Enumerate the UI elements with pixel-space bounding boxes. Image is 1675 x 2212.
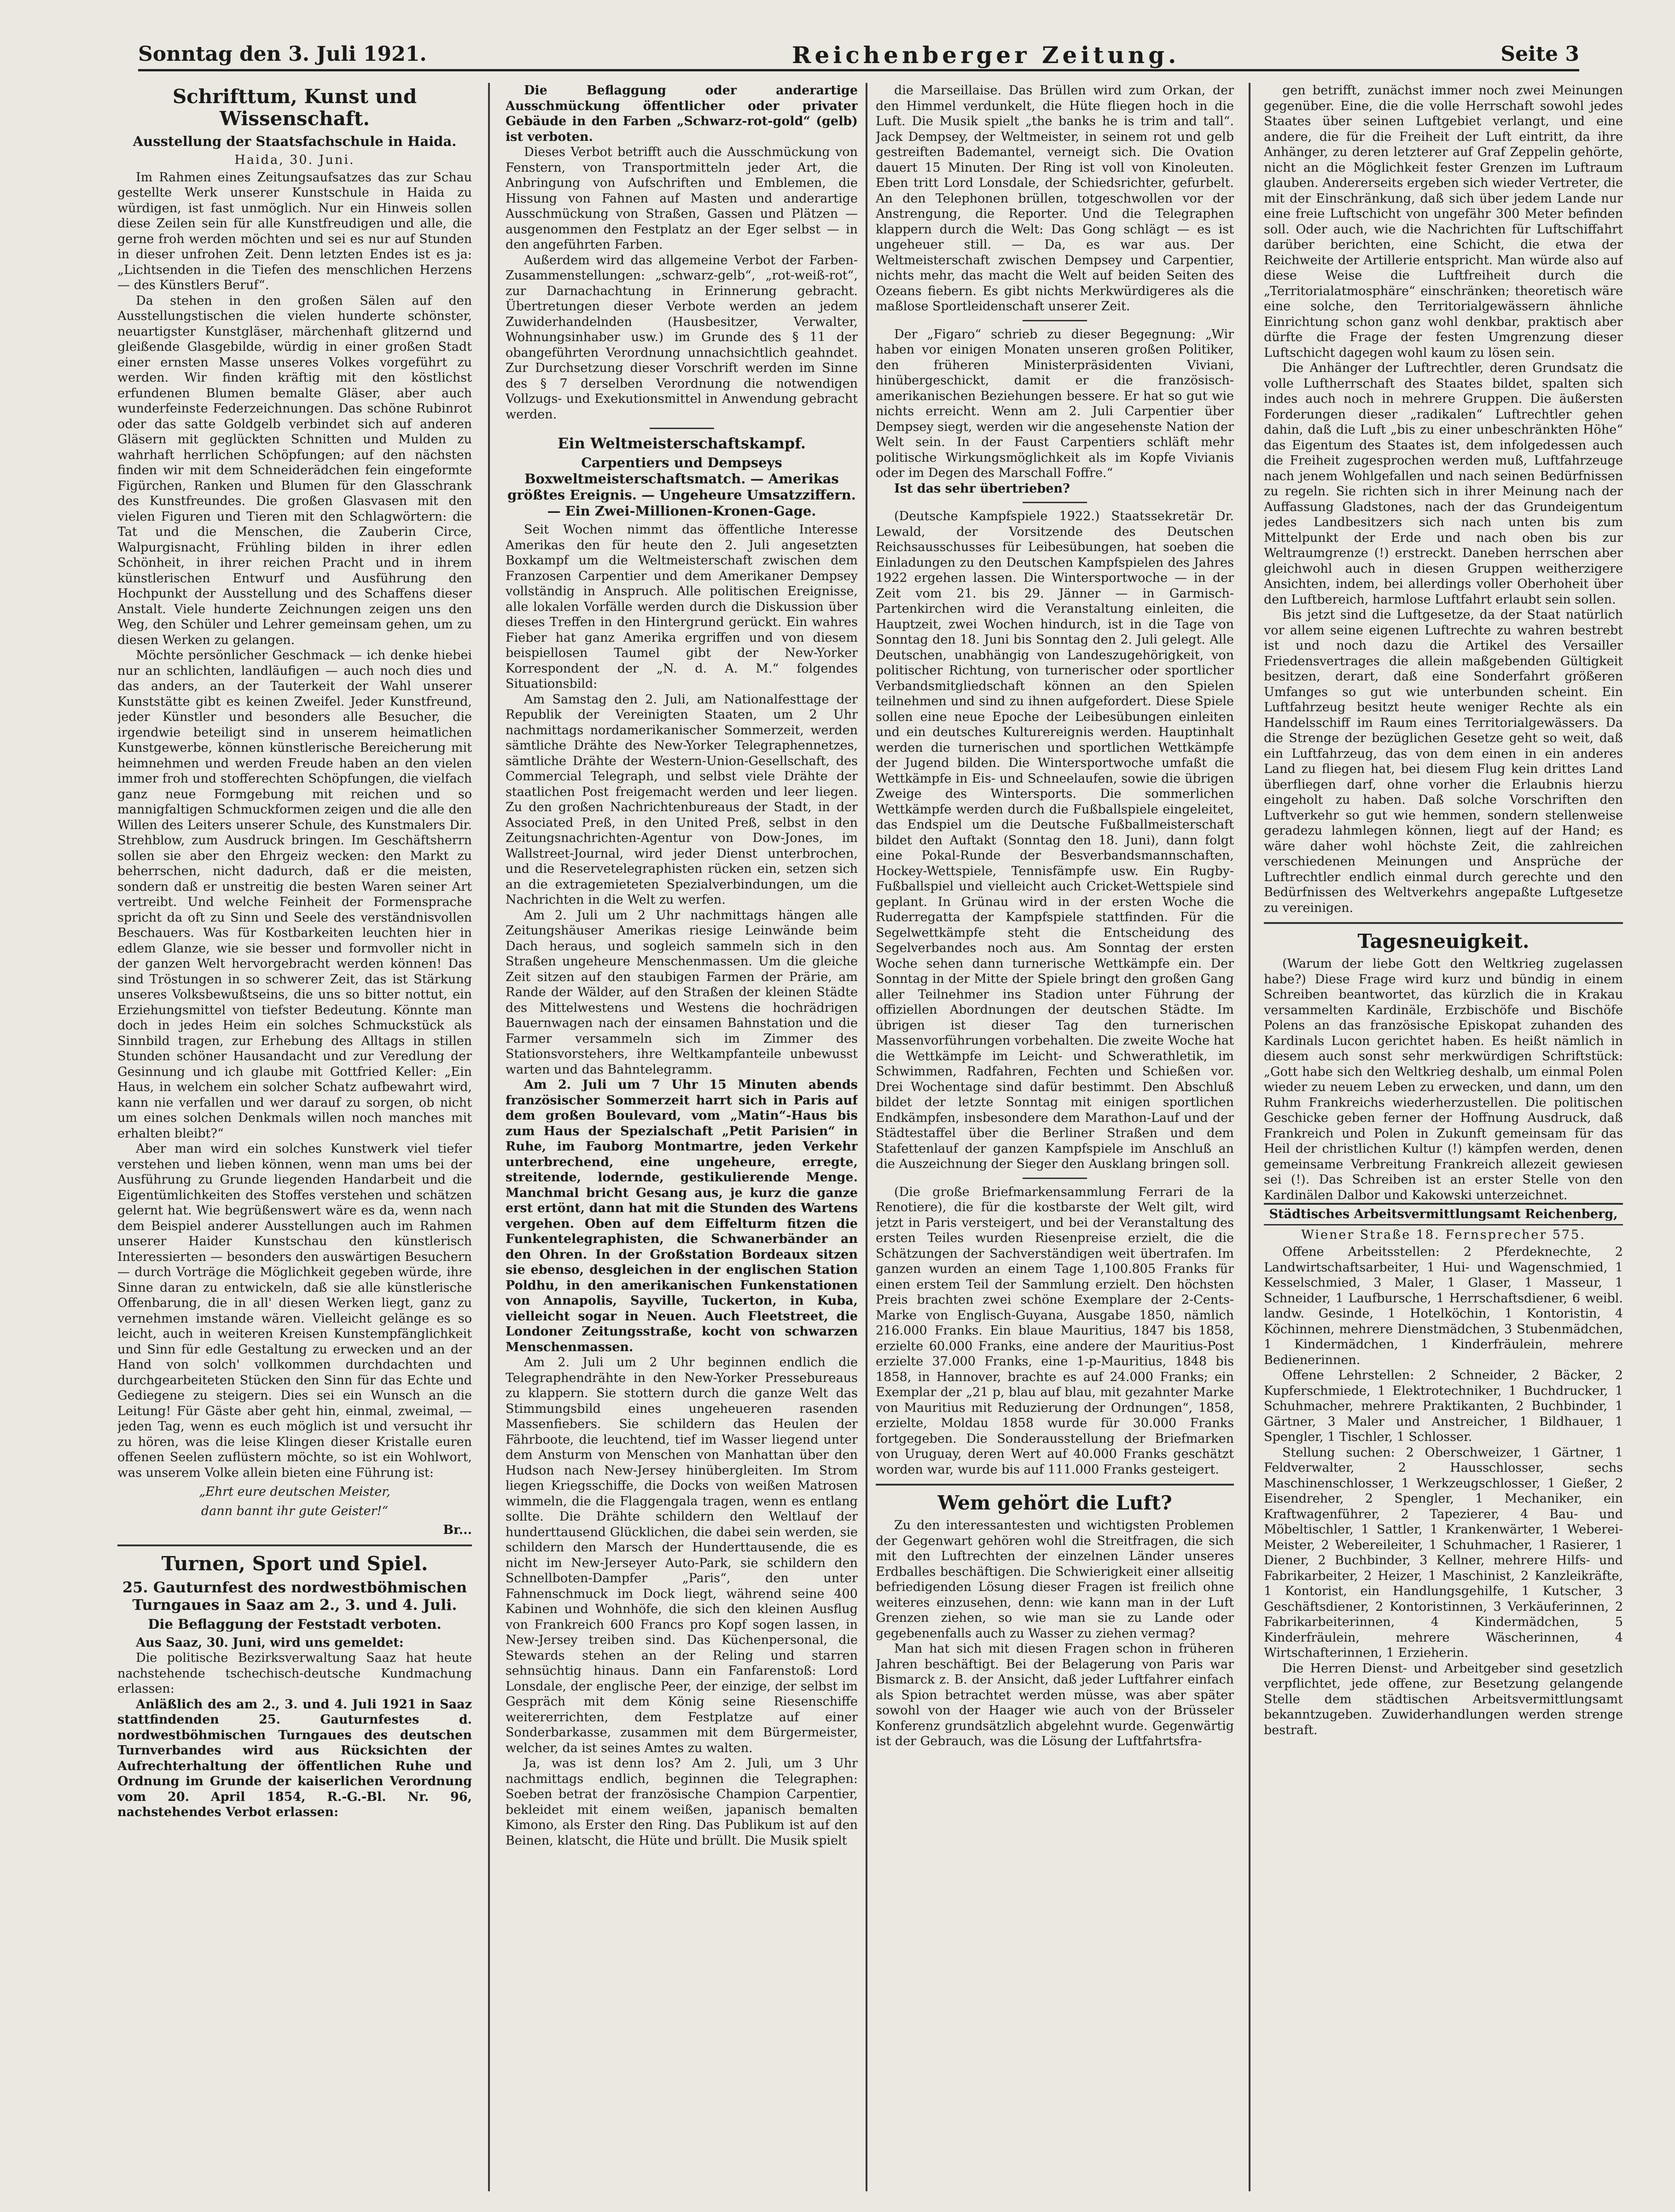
article-title: Ausstellung der Staatsfachschule in Haida. bbox=[133, 134, 457, 149]
paragraph: Der „Figaro“ schrieb zu dieser Begegnung: „Wir haben vor einigen Monaten unseren großen Politiker, den früheren Ministerpräsidenten Viviani, hinübergeschickt, damit er die französisch-amerikanischen Beziehungen bessere. Er hat so gut wie nichts erreicht. Wenn am 2. Juli Carpentier über Dempsey siegt, werden wir die angesehenste Nation der Welt sein. In der Faust Carpentiers schläft mehr politische Wirkungsmöglichkeit als im Kopfe Vivianis oder im Degen des Marschall Foffre.“ bbox=[876, 327, 1234, 480]
column-rule bbox=[1249, 83, 1250, 2191]
page-number: Seite 3 bbox=[1501, 42, 1579, 66]
dateline: Aus Saaz, 30. Juni, wird uns gemeldet: bbox=[136, 1635, 404, 1650]
paragraph: Die Beflaggung oder anderartige Ausschmückung öffentlicher oder privater Gebäude in den Farben „Schwarz-rot-gold“ (gelb) ist verboten. bbox=[506, 83, 858, 144]
author-signature: Br... bbox=[443, 1523, 472, 1537]
paragraph: Da stehen in den großen Sälen auf den Ausstellungstischen die vielen hunderte schönster, neuartigster Kunstgläser, märchenhaft glitzernd und gleißende Glasgebilde, würdig in einer großen Stadt einer ernsten Masse unseres Volkes vorgeführt zu werden. Wir finden kräftig mit den köstlichst erfundenen Blumen bemalte Gläser, aber auch wunderfeinste Federzeichnungen. Das schöne Rubinrot oder das satte Goldgelb verbindet sich auf anderen Gläsern mit geglückten Schnitten und Mulden zu wahrhaft herrlichen Schöpfungen; auf den nächsten finden wir mit dem Schneiderädchen fein eingeformte Figürchen, Ranken und Blumen für den Glasschrank des Kunstfreundes. Die großen Glasvasen mit den vielen Figuren und Tieren mit den Schlagwörtern: die Tat und die Menschen, die Zauberin Circe, Walpurgisnacht, Frühling bilden in ihrer edlen Schönheit, in ihrer reichen Pracht und in ihrem künstlerischen Entwurf und Ausführung den Hochpunkt der Ausstellung und des Schaffens dieser Anstalt. Viele hunderte Zeichnungen zeigen uns den Weg, den Schüler und Lehrer gemeinsam gehen, um zu diesen Werken zu gelangen. bbox=[117, 293, 472, 647]
paragraph: Ist das sehr übertrieben? bbox=[894, 481, 1070, 496]
paragraph: Seit Wochen nimmt das öffentliche Interesse Amerikas den für heute den 2. Juli angesetzten Boxkampf um die Weltmeisterschaft zwischen dem Franzosen Carpentier und dem Amerikaner Dempsey vollständig in Anspruch. Alle politischen Ereignisse, alle lokalen Vorfälle werden durch die Diskussion über dieses Treffen in den Hintergrund gerückt. Ein wahres Fieber hat ganz Amerika ergriffen und von diesem beispiellosen Taumel gibt der New-Yorker Korrespondent der „N. d. A. M.“ folgendes Situationsbild: bbox=[506, 523, 858, 691]
paragraph: Offene Lehrstellen: 2 Schneider, 2 Bäcker, 2 Kupferschmiede, 1 Elektrotechniker, 1 Buchdrucker, 1 Schuhmacher, mehrere Praktikanten, 2 Buchbinder, 1 Gärtner, 3 Maler und Anstreicher, 1 Bildhauer, 1 Spengler, 1 Tischler, 1 Schlosser. bbox=[1264, 1368, 1623, 1444]
issue-date: Sonntag den 3. Juli 1921. bbox=[138, 42, 427, 66]
paragraph: Stellung suchen: 2 Oberschweizer, 1 Gärtner, 1 Feldverwalter, 2 Hausschlosser, sechs Maschinenschlosser, 1 Werkzeugschlosser, 1 Gießer, 2 Eisendreher, 2 Spengler, 1 Mechaniker, ein Kraftwagenführer, 2 Tapezierer, 4 Bau- und Möbeltischler, 1 Sattler, 1 Krankenwärter, 1 Weberei-Meister, 2 Webereileiter, 1 Schuhmacher, 1 Rasierer, 1 Diener, 2 Buchbinder, 3 Kellner, mehrere Hilfs- und Fabrikarbeiter, 2 Heizer, 1 Maschinist, 2 Kanzleikräfte, 1 Kontorist, ein Handlungsgehilfe, 1 Kutscher, 3 Geschäftsdiener, 2 Kontoristinnen, 3 Verkäuferinnen, 2 Fabrikarbeiterinnen, 4 Kindermädchen, 5 Kinderfräulein, mehrere Wäscherinnen, 4 Wirtschafterinnen, 1 Erzieherin. bbox=[1264, 1445, 1623, 1660]
paragraph: (Deutsche Kampfspiele 1922.) Staatssekretär Dr. Lewald, der Vorsitzende des Deutschen Reichsausschusses für Leibesübungen, hat soeben die Einladungen zu den Deutschen Kampfspielen des Jahres 1922 ergehen lassen. Die Wintersportwoche — in der Zeit vom 21. bis 29. Jänner — in Garmisch-Partenkirchen wird die Veranstaltung einleiten, die Hauptzeit, zwei Wochen hindurch, ist in die Tage von Sonntag den 18. Juni bis Sonntag den 2. Juli gelegt. Alle Deutschen, unabhängig von Landeszugehörigkeit, von politischer Richtung, von turnerischer oder sportlicher Verbandsmitgliedschaft können an den Spielen teilnehmen und sind zu ihnen aufgefordert. Diese Spiele sollen eine neue Epoche der Leibesübungen einleiten und ein deutsches Kulturereignis werden. Hauptinhalt werden die turnerischen und sportlichen Wettkämpfe der Jugend bilden. Die Wintersportwoche umfaßt die Wettkämpfe in Eis- und Schneelaufen, sowie die übrigen Zweige des Wintersports. Die sommerlichen Wettkämpfe werden durch die Fußballspiele eingeleitet, das Endspiel um die Deutsche Fußballmeisterschaft bildet den Auftakt (Sonntag den 18. Juni), dann folgt eine Pokal-Runde der Besverbandsmannschaften, Hockey-Wettspiele, Tennisfämpfe usw. Ein Rugby-Fußballspiel und vielleicht auch Cricket-Wettspiele sind geplant. In Grünau wird in der ersten Woche die Ruderregatta der Kampfspiele stattfinden. Für die Segelwettkämpfe steht die Entscheidung des Segelverbandes noch aus. Am Sonntag der ersten Woche sehen dann turnerische Wettkämpfe ein. Der Sonntag in der Mitte der Spiele bringt den großen Gang aller Teilnehmer ins Stadion unter Führung der offiziellen Abordnungen der deutschen Städte. Im übrigen ist dieser Tag den turnerischen Massenvorführungen vorbehalten. Die zweite Woche hat die Wettkämpfe im Leicht- und Schwerathletik, im Schwimmen, Radfahren, Fechten und Schießen vor. Drei Wochentage sind dafür bestimmt. Den Abschluß bildet der letzte Sonntag mit einigen sportlichen Endkämpfen, insbesondere dem Marathon-Lauf und der Städtestaffel über die Berliner Straßen und dem Stafettenlauf der ganzen Kampfspiele im Anschluß an die Auszeichnung der Sieger den Ausklang bringen soll. bbox=[876, 509, 1234, 1171]
column-3 bbox=[876, 83, 1234, 2191]
paragraph: Zu den interessantesten und wichtigsten Problemen der Gegenwart gehören wohl die Streitfragen, die sich mit den Luftrechten der einzelnen Länder unseres Erdballes beschäftigen. Die Schwierigkeit einer allseitig befriedigenden Lösung dieser Fragen ist freilich ohne weiteres einzusehen, denn: wie kann man in der Luft Grenzen ziehen, so wie man sie zu Lande oder gegebenenfalls auch zu Wasser zu ziehen vermag? bbox=[876, 1518, 1234, 1641]
paragraph: Die Anhänger der Luftrechtler, deren Grundsatz die volle Luftherrschaft des Staates bildet, spalten sich indes auch noch in mehrere Gruppen. Die äußersten Forderungen dieser „radikalen“ Luftrechtler gehen dahin, daß die Luft „bis zu einer unbeschränkten Höhe“ das Eigentum des Staates ist, dem infolgedessen auch die Freiheit zugesprochen werden muß, Luftfahrzeuge nach jenem Wohlgefallen und nach seinen Bedürfnissen zu regeln. Sie richten sich in ihrer Meinung nach der Auffassung Gladstones, nach der das Grundeigentum jedes Landbesitzers sich nach unten bis zum Mittelpunkt der Erde und nach oben bis zur Weltraumgrenze (!) erstreckt. Daneben herrschen aber gleichwohl auch in diesen Gruppen weitherzigere Ansichten, indem, bei allerdings voller Oberhoheit über den Luftbereich, harmlose Luftfahrt erlaubt sein sollen. bbox=[1264, 361, 1623, 607]
article-title: Wem gehört die Luft? bbox=[937, 1492, 1172, 1514]
paragraph: Man hat sich mit diesen Fragen schon in früheren Jahren beschäftigt. Bei der Belagerung von Paris war Bismarck z. B. der Ansicht, daß jeder Luftfahrer einfach als Spion betrachtet werden müsse, was aber später sowohl von der Haager wie auch von der Brüsseler Konferenz grundsätzlich abgelehnt wurde. Gegenwärtig ist der Gebrauch, was die Lösung der Luftfahrtsfra- bbox=[876, 1642, 1234, 1748]
paragraph: Aber man wird ein solches Kunstwerk viel tiefer verstehen und lieben können, wenn man ums bei der Ausführung zu Grunde liegenden Handarbeit und die Eigentümlichkeiten des Stoffes verstehen und schätzen gelernt hat. Wie begrüßenswert wäre es da, wenn nach dem Beispiel anderer Ausstellungen auch im Rahmen unserer Haider Kunstschau den künstlerisch Interessierten — besonders den auswärtigen Besuchern — durch Vorträge die Möglichkeit gegeben würde, ihre Sinne daran zu entwickeln, daß sie alle künstlerische Offenbarung, die in all' diesen Werken liegt, ganz zu vernehmen imstande wären. Vielleicht gelänge es so leicht, auch in weiteren Kreisen Kunstempfänglichkeit und Sinn für edle Gestaltung zu erwecken und an der Hand von solch' vollkommen durchdachten und durchgearbeiteten Stücken den Sinn für das Echte und Gediegene zu steigern. Dies sei ein Wunsch an die Leitung! Für Gäste aber geht hin, einmal, zweimal, — jeden Tag, wenn es euch möglich ist und versucht ihr zu hören, was die leise Klingen dieser Kristalle euren offenen Seelen zuflüstern möchte, so ist ein Wohlwort, was unserem Volke allein bieten eine Führung ist: bbox=[117, 1142, 472, 1480]
paragraph: Am 2. Juli um 2 Uhr beginnen endlich die Telegraphendrähte in den New-Yorker Pressebureaus zu klappern. Sie stottern durch die ganze Welt das Stimmungsbild eines ungeheueren rasenden Massenfiebers. Sie schildern das Heulen der Fährboote, die leuchtend, tief im Wasser liegend unter dem Ansturm von Menschen von Manhattan über den Hudson nach New-Jersey hinübergleiten. Im Strom liegen Kriegsschiffe, die Docks von weißen Matrosen wimmeln, die die Flaggengala tragen, wenn es entlang sollte. Die Drähte schildern den Weltlauf der hunderttausend Glücklichen, die dabei sein werden, sie schildern den Marsch der Hunderttausende, die es nicht im New-Jerseyer Auto-Park, sie schildern den Schnellboten-Dampfer „Paris“, den unter Fahnenschmuck im Dock liegt, während seine 400 Kabinen und Wohnhöfe, die sich den kleinen Ausflug von Frankreich 600 Francs pro Kopf sogen lassen, in New-Jersey treiben sind. Das Küchenpersonal, die Stewards stehen an der Reling und starren sehnsüchtig hinaus. Dann ein Fanfarenstoß: Lord Lonsdale, der englische Peer, der einzige, der selbst im Gespräch mit dem König seine Riesenschiffe weitererrichten, dem Festplatze auf einer Sonderbarkasse, zusammen mit dem Bürgermeister, welcher, da ist seines Amtes zu walten. bbox=[506, 1355, 858, 1755]
paragraph: Möchte persönlicher Geschmack — ich denke hiebei nur an schlichten, landläufigen — auch noch dies und das anders, an der Tauterkeit der Wahl unserer Kunststätte gibt es keinen Zweifel. Jeder Kunstfreund, jeder Künstler und besonders alle Besucher, die irgendwie beteiligt sind in unserem heimatlichen Kunstgewerbe, können künstlerische Bereicherung mit heimnehmen und werden Freude haben an den vielen immer froh und stofferechten Schöpfungen, die vielfach ganz neue Formgebung mit reichen und so mannigfaltigen Schmuckformen zeigen und die alle den Willen des Leiters unserer Schule, des Kunstmalers Dir. Strehblow, zum Ausdruck bringen. Im Geschäftsherrn sollen sie aber den Ehrgeiz wecken: den Markt zu beherrschen, nicht dadurch, daß er die meisten, sondern daß er unstreitig die besten Waren seiner Art vertreibt. Und welche Feinheit der Formensprache spricht da oft zu Sinn und Seele des verständnisvollen Beschauers. Was für Kostbarkeiten leuchten hier in edlem Glanze, wie sie besser und formvoller nicht in der ganzen Welt hervorgebracht werden können! Das sind Tröstungen in so schwerer Zeit, das ist Stärkung unseres Volksbewußtseins, die uns so bitter nottut, ein Erziehungsmittel von tiefster Bedeutung. Könnte man doch in jedes Heim ein solches Schmuckstück als Sinnbild tragen, zur Erhebung des Alltags in stillen Stunden schöner Hausandacht und zur Veredlung der Gesinnung und ich glaube mit Gottfried Keller: „Ein Haus, in welchem ein solcher Schatz aufbewahrt wird, kann nie verfallen und wer darauf zu sorgen, ob nicht um eines solchen Denkmals willen noch manches mit erhalten bleibt?“ bbox=[117, 648, 472, 1141]
divider bbox=[1264, 922, 1623, 924]
column-4 bbox=[1264, 83, 1623, 2191]
paragraph: Am 2. Juli um 2 Uhr nachmittags hängen alle Zeitungshäuser Amerikas riesige Leinwände beim Dach heraus, und sogleich sammeln sich in den Straßen ungeheure Menschenmassen. Um die gleiche Zeit sitzen auf den staubigen Farmen der Prärie, am Rande der Wälder, auf den Straßen der kleinen Städte des Mittelwestens und Westens die hochrädrigen Bauernwagen nach der einsamen Bahnstation und die Farmer versammeln sich im Zimmer des Stationsvorstehers, ihre Weltkampfanteile unbewusst warten und das Bahntelegramm. bbox=[506, 908, 858, 1077]
paragraph: Ja, was ist denn los? Am 2. Juli, um 3 Uhr nachmittags endlich, beginnen die Telegraphen: Soeben betrat der französische Champion Carpentier, bekleidet mit einem weißen, japanisch bemalten Kimono, als Erster den Ring. Das Publikum ist auf den Beinen, klatscht, die Hüte und brüllt. Die Musik spielt bbox=[506, 1756, 858, 1848]
paragraph: Dieses Verbot betrifft auch die Ausschmückung von Fenstern, von Transportmitteln jeder Art, die Anbringung von Aufschriften und Emblemen, die Hissung von Fahnen auf Masten und anderartige Ausschmückung von Straßen, Gassen und Plätzen — ausgenommen den Festplatz an der Eger selbst — in den angeführten Farben. bbox=[506, 145, 858, 252]
section-heading: Schrifttum, Kunst und Wissenschaft. bbox=[172, 85, 417, 130]
paragraph: gen betrifft, zunächst immer noch zwei Meinungen gegenüber. Eine, die die volle Herrschaft sowohl jedes Staates über seinen Luftgebiet verlangt, und eine andere, die für die Freiheit der Luft eintritt, da ihre Anhänger, zu deren letzterer auf Graf Zeppelin gehörte, nicht an die Möglichkeit fester Grenzen im Luftraum glauben. Andererseits ergeben sich wieder Vertreter, die mit der Einschränkung, daß sich über jedem Lande nur eine freie Luftschicht von ungefähr 300 Meter befinden soll. Oder auch, wie die Nachrichten für Luftschiffahrt darüber berichten, eine Schicht, die etwa der Reichweite der Artillerie entspricht. Man würde also auf diese Weise die Luftfreiheit durch die „Territorialatmosphäre“ einschränken; theoretisch wäre eine solche, den Territorialgewässern ähnliche Einrichtung schon ganz wohl denkbar, praktisch aber dürfte die Frage der festen Umgrenzung dieser Luftschicht dagegen wohl kaum zu lösen sein. bbox=[1264, 83, 1623, 360]
agency-heading: Städtisches Arbeitsvermittlungsamt Reichenberg, bbox=[1264, 1203, 1623, 1225]
dateline: Haida, 30. Juni. bbox=[234, 153, 355, 167]
paragraph: Im Rahmen eines Zeitungsaufsatzes das zur Schau gestellte Werk unserer Kunstschule in Haida zu würdigen, ist fast unmöglich. Nur ein Hinweis sollen diese Zeilen sein für alle Kunstfreudigen und alle, die gerne froh werden möchten und sei es nur auf Stunden in dieser unfrohen Zeit. Denn letzten Endes ist es ja: „Lichtsenden in die Tiefen des menschlichen Herzens — des Künstlers Beruf“. bbox=[117, 170, 472, 292]
paragraph: Die politische Bezirksverwaltung Saaz hat heute nachstehende tschechisch-deutsche Kundmachung erlassen: bbox=[117, 1651, 472, 1696]
paragraph: Die Herren Dienst- und Arbeitgeber sind gesetzlich verpflichtet, jede offene, zur Besetzung gelangende Stelle dem städtischen Arbeitsvermittlungsamt bekanntzugeben. Zuwiderhandlungen werden strenge bestraft. bbox=[1264, 1661, 1623, 1737]
paragraph: (Die große Briefmarkensammlung Ferrari de la Renotiere), die für die kostbarste der Welt gilt, wird jetzt in Paris versteigert, und bei der Veranstaltung des ersten Teiles wurden Riesenpreise erzielt, die die Schätzungen der Sachverständigen weit übertrafen. Im ganzen wurden an einem Tage 1,100.805 Franks für einen erstem Teil der Sammlung erzielt. Den höchsten Preis brachten zwei schöne Exemplare der 2-Cents-Marke von Englisch-Guyana, Ausgabe 1850, nämlich 216.000 Franks. Ein blaue Mauritius, 1847 bis 1858, erzielte 60.000 Franks, eine andere der Mauritius-Post erzielte 37.000 Franks, eine 1-p-Mauritius, 1848 bis 1858, in Hannover, brachte es auf 24.000 Franks; ein Exemplar der „21 p, blau auf blau, mit gezahnter Marke von Mauritius mit Reduzierung der Ordnungen“, 1858, erzielte, Moldau 1858 wurde für 30.000 Franks fortgegeben. Die Sonderausstellung der Briefmarken von Uruguay, deren Wert auf 40.000 Franks geschätzt worden war, wurde bis auf 111.000 Franks gesteigert. bbox=[876, 1184, 1234, 1477]
column-2 bbox=[506, 83, 858, 2191]
paragraph: Anläßlich des am 2., 3. und 4. Juli 1921 in Saaz stattfindenden 25. Gauturnfestes d. nordwestböhmischen Turngaues des deutschen Turnverbandes wird aus Rücksichten der Aufrechterhaltung der öffentlichen Ruhe und Ordnung im Grunde der kaiserlichen Verordnung vom 20. April 1854, R.-G.-Bl. Nr. 96, nachstehendes Verbot erlassen: bbox=[117, 1697, 472, 1819]
divider bbox=[650, 428, 714, 429]
divider bbox=[1023, 1178, 1087, 1179]
paragraph: Bis jetzt sind die Luftgesetze, da der Staat natürlich vor allem seine eigenen Luftrechte zu wahren bestrebt ist und noch dazu die Artikel des Versailler Friedensvertrages die allein maßgebenden Gültigkeit besitzen, derart, daß eine Sonderfahrt größeren Umfanges so gut wie unterbunden scheint. Ein Luftfahrzeug besitzt heute weniger Rechte als ein Handelsschiff im Raum eines Territorialgewässers. Da die Strenge der bezüglichen Gesetze geht so weit, daß ein Luftfahrzeug, das von dem einen in ein anderes Land zu fliegen hat, bei diesem Flug kein drittes Land überfliegen darf, ohne vorher die Erlaubnis hierzu eingeholt zu haben. Daß solche Vorschriften den Luftverkehr so gut wie hemmen, sondern stellenweise geradezu lahmlegen können, liegt auf der Hand; es wäre daher wohl höchste Zeit, die zahlreichen verschiedenen Meinungen und Ansprüche der Luftrechtler endlich einmal durch gerechte und den Bedürfnissen des Weltverkehrs angepaßte Luftgesetze zu vereinigen. bbox=[1264, 608, 1623, 915]
divider bbox=[1023, 320, 1087, 321]
article-title: 25. Gauturnfest des nordwestböhmischen Turngaues in Saaz am 2., 3. und 4. Juli. bbox=[122, 1578, 467, 1614]
divider bbox=[1023, 502, 1087, 503]
paragraph: Außerdem wird das allgemeine Verbot der Farben-Zusammenstellungen: „schwarz-gelb“, „rot-weiß-rot“, zur Darnachachtung in Erinnerung gebracht. Übertretungen dieser Verbote werden an jedem Zuwiderhandelnden (Hausbesitzer, Verwalter, Wohnungsinhaber usw.) im Grunde des § 11 der obangeführten Verordnung unnachsichtlich geahndet. Zur Durchsetzung dieser Vorschrift werden im Sinne des § 7 derselben Verordnung die notwendigen Vollzugs- und Exekutionsmittel in Anwendung gebracht werden. bbox=[506, 253, 858, 422]
agency-address: Wiener Straße 18. Fernsprecher 575. bbox=[1301, 1227, 1586, 1242]
section-heading: Tagesneuigkeit. bbox=[1357, 930, 1530, 952]
poem-line: dann bannt ihr gute Geister!“ bbox=[201, 1504, 389, 1518]
divider bbox=[876, 1484, 1234, 1486]
poem-line: „Ehrt eure deutschen Meister, bbox=[199, 1485, 390, 1499]
masthead bbox=[138, 41, 1579, 71]
column-rule bbox=[866, 83, 867, 2191]
article-subtitle: Carpentiers und Dempseys Boxweltmeisterschaftsmatch. — Amerikas größtes Ereignis. — Ungeheure Umsatzziffern. — Ein Zwei-Millionen-Kronen-Gage. bbox=[507, 455, 856, 519]
paragraph: (Warum der liebe Gott den Weltkrieg zugelassen habe?) Diese Frage wird kurz und bündig in einem Schreiben beantwortet, das kürzlich die in Krakau versammelten Kardinäle, Erzbischöfe und Bischöfe Polens an das französische Episkopat zuhanden des Kardinals Lucon gerichtet haben. Es heißt nämlich in diesem auch sonst sehr merkwürdigen Schriftstück: „Gott habe sich den Weltkrieg deshalb, um einmal Polen wieder zu neuem Leben zu erwecken, und dann, um den Ruhm Frankreichs wiederherzustellen. Die politischen Geschicke geben ferner der Hoffnung Ausdruck, daß Frankreich und Polen in Zukunft gemeinsam für das Heil der christlichen Kultur (!) kämpfen werden, denen gemeinsame Verbreitung Frankreich allezeit gewiesen sei (!). Das Schreiben ist an erster Stelle von den Kardinälen Dalbor und Kakowski unterzeichnet. bbox=[1264, 957, 1623, 1202]
divider bbox=[117, 1544, 472, 1546]
section-heading: Turnen, Sport und Spiel. bbox=[161, 1552, 428, 1575]
column-1 bbox=[117, 83, 472, 2191]
paragraph: Am Samstag den 2. Juli, am Nationalfesttage der Republik der Vereinigten Staaten, um 2 Uhr nachmittags nordamerikanischer Sommerzeit, werden sämtliche Drähte des New-Yorker Telegraphennetzes, sämtliche Drähte der Western-Union-Gesellschaft, des Commercial Telegraph, und selbst viele Drähte der staatlichen Post freigemacht werden und leer liegen. Zu den großen Nachrichtenbureaus der Stadt, in der Associated Preß, in den United Preß, selbst in den Zeitungsnachrichten-Agentur von Dow-Jones, im Wallstreet-Journal, wird jeder Dienst unterbrochen, und die Reservetelegraphisten rücken ein, setzen sich an die extragemieteten Spezialverbindungen, um die Nachrichten in die Welt zu werfen. bbox=[506, 692, 858, 907]
column-rule bbox=[488, 83, 490, 2191]
paragraph: Am 2. Juli um 7 Uhr 15 Minuten abends französischer Sommerzeit harrt sich in Paris auf dem großen Boulevard, vom „Matin“-Haus bis zum Haus der Spezialschaft „Petit Parisien“ in Ruhe, im Fauborg Montmartre, jeden Verkehr unterbrechend, eine ungeheure, erregte, streitende, lodernde, gestikulierende Menge. Manchmal bricht Gesang aus, je kurz die ganze erst ertönt, dann hat mit die Stunden des Wartens vergehen. Oben auf dem Eiffelturm fitzen die Funkentelegraphisten, die Schwanerbänder an den Ohren. In der Großstation Bordeaux sitzen sie ebenso, desgleichen in der englischen Station Poldhu, in den amerikanischen Funkenstationen von Annapolis, Sayville, Tuckerton, in Kuba, vielleicht sogar in Neuen. Auch Fleetstreet, die Londoner Zeitungsstraße, kocht von schwarzen Menschenmassen. bbox=[506, 1078, 858, 1354]
paragraph: Offene Arbeitsstellen: 2 Pferdeknechte, 2 Landwirtschaftsarbeiter, 1 Hui- und Wagenschmied, 1 Kesselschmied, 3 Maler, 1 Glaser, 1 Masseur, 1 Schneider, 1 Laufbursche, 1 Herrschaftsdiener, 6 weibl. landw. Gesinde, 1 Hotelköchin, 1 Kontoristin, 4 Köchinnen, mehrere Dienstmädchen, 3 Stubenmädchen, 1 Kindermädchen, 1 Kinderfräulein, mehrere Bedienerinnen. bbox=[1264, 1245, 1623, 1367]
article-subtitle: Die Beflaggung der Feststadt verboten. bbox=[148, 1616, 442, 1632]
newspaper-title: Reichenberger Zeitung. bbox=[792, 41, 1180, 69]
paragraph: die Marseillaise. Das Brüllen wird zum Orkan, der den Himmel verdunkelt, die Hüte fliegen hoch in die Luft. Die Musik spielt „the banks he is trim and tall“. Jack Dempsey, der Weltmeister, in seinem rot und gelb gestreiften Bademantel, verneigt sich. Die Ovation dauert 15 Minuten. Der Ring ist voll von Kinoleuten. Eben tritt Lord Lonsdale, der Schiedsrichter, gefurbelt. An den Telephonen brüllen, totgeschwollen vor der Anstrengung, die Reporter. Und die Telegraphen klappern durch die Welt: Das Gong schlägt — es ist ungeheuer still. — Da, es war aus. Der Weltmeisterschaft zwischen Dempsey und Carpentier, nichts mehr, das macht die Welt auf beiden Seiten des Ozeans fiebern. Es gibt nichts Merkwürdigeres als die maßlose Sportleidenschaft unserer Zeit. bbox=[876, 83, 1234, 314]
article-title: Ein Weltmeisterschaftskampf. bbox=[558, 435, 806, 452]
